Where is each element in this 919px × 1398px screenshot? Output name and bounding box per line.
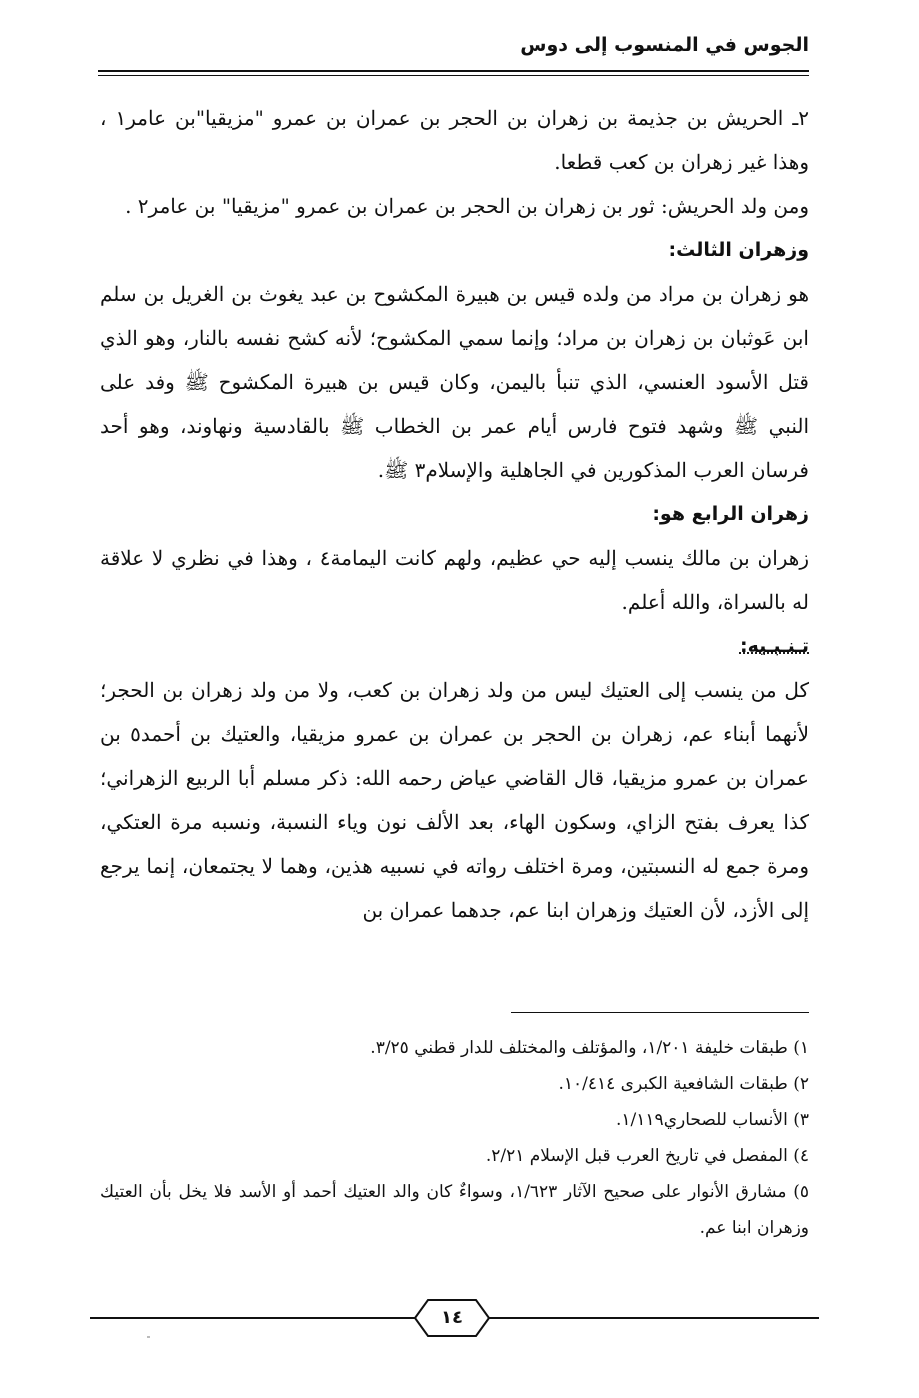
- footnote-3: ٣) الأنساب للصحاري١/١١٩.: [616, 1110, 809, 1130]
- header-rule: [98, 70, 809, 76]
- section-heading-note: تـنـبـيه:: [739, 635, 809, 657]
- running-header-title: الجوس في المنسوب إلى دوس: [520, 34, 809, 56]
- section-heading-zahran-fourth: زهران الرابع هو:: [652, 503, 809, 525]
- page-number-badge: [414, 1299, 490, 1337]
- footnote-1: ١) طبقات خليفة ١/٢٠١، والمؤتلف والمختلف للدار قطني ٣/٢٥.: [370, 1038, 809, 1058]
- footnote-2: ٢) طبقات الشافعية الكبرى ١٠/٤١٤.: [558, 1074, 809, 1094]
- footnotes: [100, 1030, 809, 1246]
- paragraph-zahran-fourth: زهران بن مالك ينسب إليه حي عظيم، ولهم كانت اليمامة٤ ، وهذا في نظري لا علاقة له بالسراة، والله أعلم.: [100, 546, 809, 614]
- page-number: ١٤: [441, 1307, 463, 1328]
- paragraph-harish-sons: ومن ولد الحريش: ثور بن زهران بن الحجر بن عمران بن عمرو "مزيقيا" بن عامر٢ .: [125, 194, 809, 218]
- paragraph-note: كل من ينسب إلى العتيك ليس من ولد زهران بن كعب، ولا من ولد زهران بن الحجر؛ لأنهما أبناء عم، زهران بن الحجر بن عمران بن عمرو مزيقيا، والعتيك بن أحمد٥ بن عمران بن عمرو مزيقيا، قال القاضي عياض رحمه الله: ذكر مسلم أبا الربيع الزهراني؛ كذا يعرف بفتح الزاي، وسكون الهاء، بعد الألف نون وياء النسبة، ونسبه مرة العتكي، ومرة جمع له النسبتين، ومرة اختلف رواته في نسبيه هذين، وهما لا يجتمعان، إنما يرجع إلى الأزد، لأن العتيك وزهران ابنا عم، جدهما عمران بن: [100, 678, 809, 922]
- paragraph-zahran-third: هو زهران بن مراد من ولده قيس بن هبيرة المكشوح بن عبد يغوث بن الغريل بن سلم ابن عَوثبان بن زهران بن مراد؛ وإنما سمي المكشوح؛ لأنه كشح نفسه بالنار، وهو الذي قتل الأسود العنسي، الذي تنبأ باليمن، وكان قيس بن هبيرة المكشوح ﷺ وفد على النبي ﷺ وشهد فتوح فارس أيام عمر بن الخطاب ﷺ بالقادسية ونهاوند، وهو أحد فرسان العرب المذكورين في الجاهلية والإسلام٣ ﷺ.: [100, 282, 809, 482]
- footnote-separator: [511, 1012, 809, 1013]
- paragraph-harish: ٢ـ الحريش بن جذيمة بن زهران بن الحجر بن عمران بن عمرو "مزيقيا"بن عامر١ ، وهذا غير زهران بن كعب قطعا.: [100, 106, 809, 174]
- section-heading-zahran-third: وزهران الثالث:: [668, 239, 809, 261]
- footnote-5: ٥) مشارق الأنوار على صحيح الآثار ١/٦٢٣، وسواءٌ كان والد العتيك أحمد أو الأسد فلا يخل بأن العتيك وزهران ابنا عم.: [100, 1182, 810, 1238]
- footnote-4: ٤) المفصل في تاريخ العرب قبل الإسلام ٢/٢١.: [485, 1146, 809, 1166]
- scan-speck: [147, 1336, 150, 1338]
- main-text: [100, 96, 809, 932]
